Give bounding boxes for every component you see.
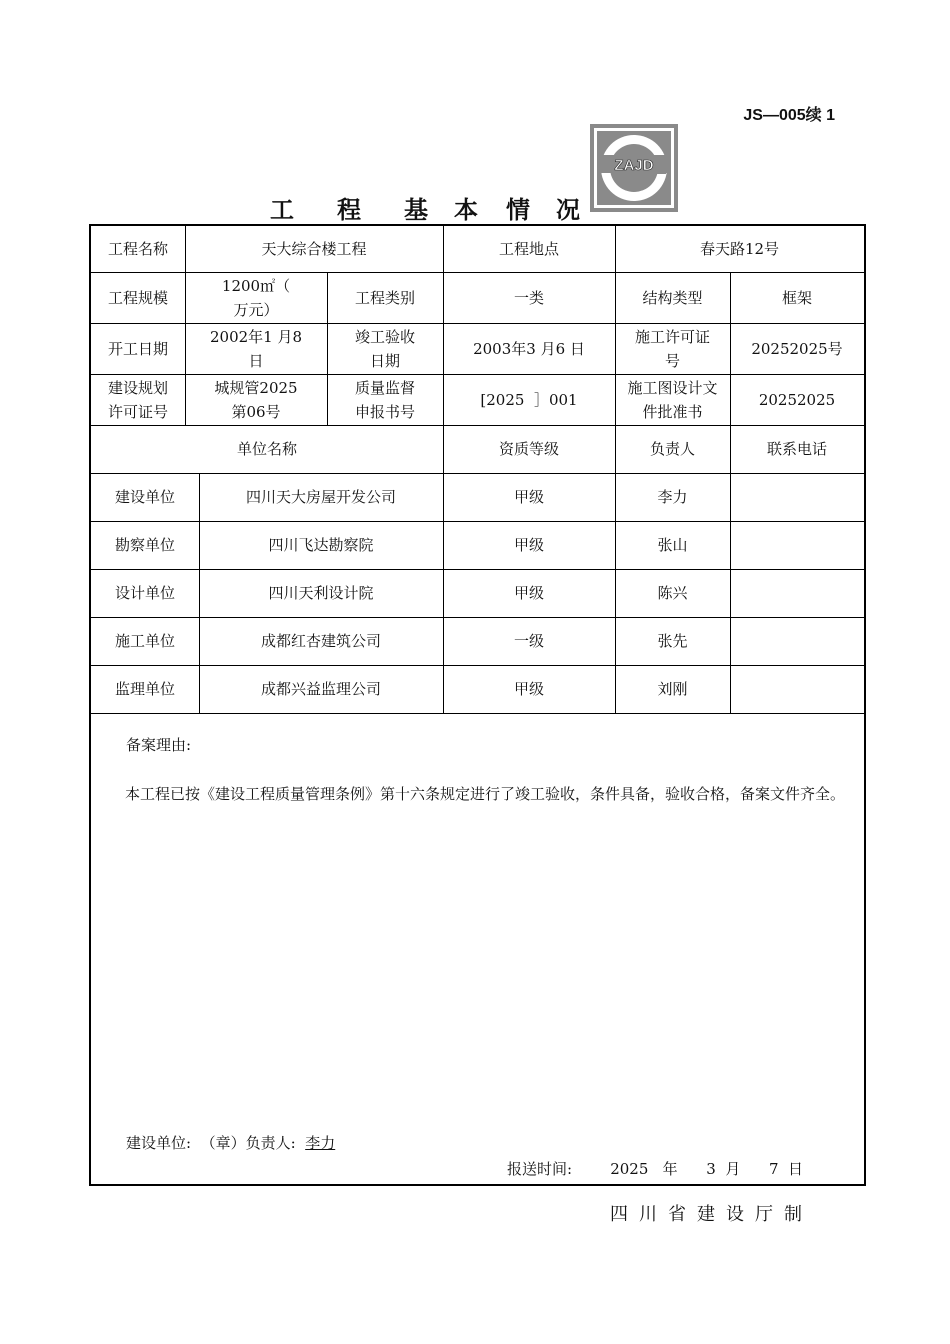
unit-role: 监理单位 — [114, 680, 175, 698]
unit-name: 四川飞达勘察院 — [268, 536, 374, 554]
unit-person: 陈兴 — [657, 584, 688, 602]
unit-phone — [730, 473, 864, 521]
value-planning-permit: 城规管2025第06号 — [214, 378, 298, 421]
form-code: JS—005续 1 — [743, 107, 835, 124]
header-person: 负责人 — [649, 440, 695, 458]
reason-label: 备案理由: — [126, 736, 192, 754]
value-structure: 框架 — [781, 288, 812, 307]
submit-date: 报送时间: 2025 年 3 月 7 日 — [507, 1160, 804, 1178]
value-quality-report: [2025 ］001 — [480, 390, 578, 409]
signature-name: 李力 — [305, 1134, 336, 1152]
value-start-date: 2002年1 月8日 — [209, 327, 303, 370]
label-scale: 工程规模 — [107, 288, 168, 307]
unit-name: 成都兴益监理公司 — [260, 680, 381, 698]
label-start-date: 开工日期 — [107, 339, 168, 358]
unit-phone — [730, 521, 864, 569]
issuer-footer: 四川省建设厅制 — [610, 1204, 813, 1225]
unit-role: 建设单位 — [114, 488, 175, 506]
unit-phone — [730, 665, 864, 713]
label-category: 工程类别 — [354, 288, 415, 307]
unit-person: 李力 — [657, 488, 688, 506]
signature-line — [126, 1132, 335, 1153]
label-construction-permit: 施工许可证号 — [634, 327, 710, 370]
unit-name: 成都红杏建筑公司 — [260, 632, 381, 650]
title-char: 工 — [270, 196, 294, 224]
title-char: 程 — [337, 196, 361, 224]
title-char: 情 — [506, 196, 530, 224]
value-scale: 1200㎡（ 万元） — [221, 276, 291, 319]
label-location: 工程地点 — [498, 240, 559, 258]
unit-role: 设计单位 — [114, 584, 175, 602]
unit-grade: 甲级 — [513, 488, 544, 506]
reason-text: 本工程已按《建设工程质量管理条例》第十六条规定进行了竣工验收，条件具备，验收合格，备案文件齐全。 — [125, 785, 846, 803]
zajd-logo — [590, 124, 678, 212]
label-acceptance-date: 竣工验收日期 — [355, 327, 416, 370]
value-location: 春天路12号 — [699, 240, 780, 258]
label-planning-permit: 建设规划许可证号 — [107, 378, 168, 421]
title-char: 基 — [404, 196, 428, 224]
header-unit-name: 单位名称 — [236, 440, 297, 458]
label-design-approval: 施工图设计文件批准书 — [627, 378, 718, 421]
header-phone: 联系电话 — [766, 440, 827, 458]
unit-person: 张先 — [657, 632, 688, 650]
value-acceptance-date: 2003年3 月6 日 — [473, 339, 585, 358]
header-grade: 资质等级 — [498, 440, 559, 458]
value-design-approval: 20252025 — [758, 390, 836, 409]
value-construction-permit: 20252025号 — [751, 339, 843, 358]
unit-role: 勘察单位 — [114, 536, 175, 554]
logo-text: ZAJD — [614, 157, 654, 174]
unit-phone — [730, 617, 864, 665]
signature-prefix: 建设单位: （章）负责人: — [126, 1134, 306, 1152]
label-quality-report: 质量监督申报书号 — [354, 378, 415, 421]
unit-person: 张山 — [657, 536, 688, 554]
project-info-table — [89, 224, 866, 1186]
unit-grade: 甲级 — [513, 584, 544, 602]
unit-grade: 甲级 — [513, 536, 544, 554]
label-project-name: 工程名称 — [107, 240, 168, 258]
label-structure: 结构类型 — [642, 288, 703, 307]
title-char: 况 — [556, 196, 580, 224]
unit-phone — [730, 569, 864, 617]
value-project-name: 天大综合楼工程 — [261, 240, 367, 258]
unit-grade: 一级 — [513, 632, 544, 650]
title-char: 本 — [454, 196, 478, 224]
value-category: 一类 — [513, 288, 544, 307]
unit-person: 刘刚 — [657, 680, 688, 698]
unit-role: 施工单位 — [114, 632, 175, 650]
unit-name: 四川天大房屋开发公司 — [245, 488, 396, 506]
unit-name: 四川天利设计院 — [268, 584, 374, 602]
unit-grade: 甲级 — [513, 680, 544, 698]
